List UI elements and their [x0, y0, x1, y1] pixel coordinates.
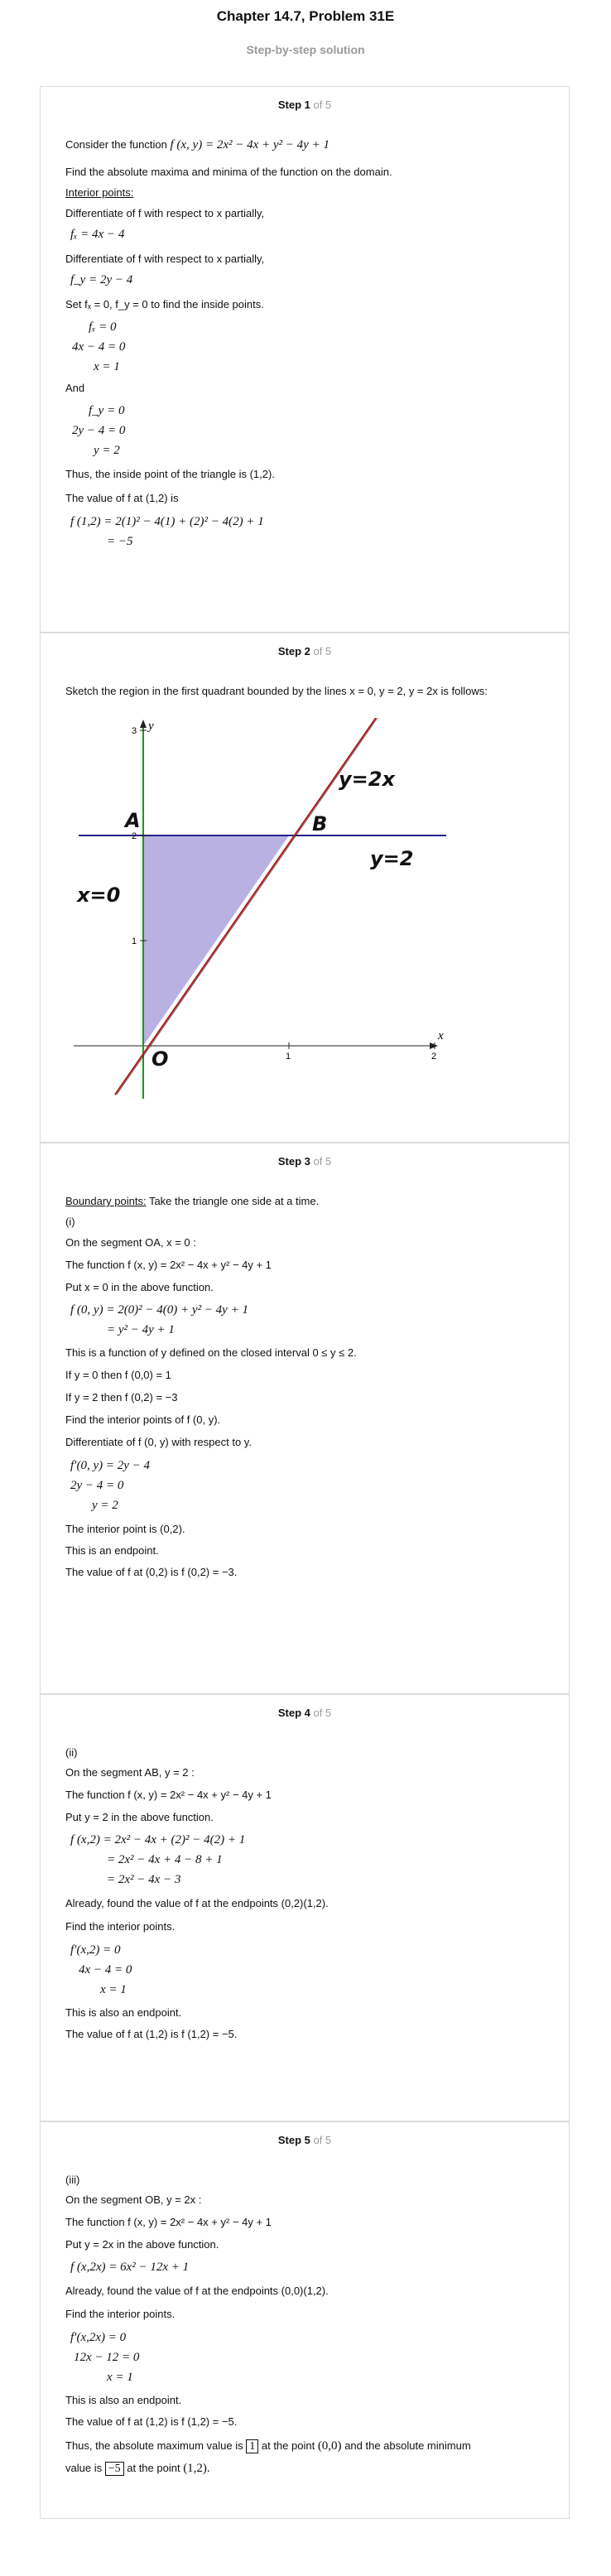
step3-d2: 2y − 4 = 0: [70, 1479, 124, 1492]
step-count: of 5: [310, 99, 332, 111]
step5-endpoint: This is also an endpoint.: [65, 2394, 182, 2406]
step-label: Step 5: [277, 2134, 310, 2146]
tick-label-x2: 2: [431, 1052, 437, 1062]
step4-d3: x = 1: [100, 1983, 127, 1996]
step4-find-int: Find the interior points.: [65, 1920, 176, 1933]
step1-sy1: f_y = 0: [89, 404, 125, 417]
step-count: of 5: [310, 1707, 332, 1719]
point-A-label: A: [125, 809, 141, 832]
text: Thus, the absolute maximum value is: [65, 2439, 243, 2452]
step5-d2: 12x − 12 = 0: [74, 2351, 140, 2364]
step1-diff-y: Differentiate of f with respect to x partially,: [65, 253, 265, 265]
step-count: of 5: [310, 2134, 332, 2146]
step3-find-int: Find the interior points of f (0, y).: [65, 1413, 221, 1426]
text: Consider the function: [65, 138, 167, 151]
step-5-heading: [41, 2134, 569, 2146]
max-point: (0,0): [317, 2439, 342, 2453]
step4-endpoint: This is also an endpoint.: [65, 2006, 182, 2019]
step-3-card: [40, 1143, 570, 1694]
step4-e1: f (x,2) = 2x² − 4x + (2)² − 4(2) + 1: [70, 1833, 246, 1847]
region-graph: [65, 718, 446, 1115]
point-B-label: B: [312, 812, 328, 835]
tick-label-y2: 2: [132, 831, 137, 841]
text: at the point: [127, 2462, 180, 2474]
step-3-heading: [41, 1155, 569, 1168]
text: at the point: [261, 2439, 315, 2452]
point-O-label: O: [152, 1047, 169, 1071]
step3-roman: (i): [65, 1216, 75, 1228]
step5-d3: x = 1: [107, 2371, 133, 2384]
step-5-card: [40, 2121, 570, 2519]
step4-put: Put y = 2 in the above function.: [65, 1811, 214, 1823]
line-y2x-label: y=2x: [339, 768, 395, 791]
tick-label-y3: 3: [132, 726, 137, 736]
step3-put: Put x = 0 in the above function.: [65, 1281, 214, 1293]
step3-boundary: [65, 1195, 319, 1208]
step1-consider: [65, 138, 330, 152]
step1-sx2: 4x − 4 = 0: [72, 340, 126, 354]
step1-find: Find the absolute maxima and minima of the function on the domain.: [65, 166, 392, 178]
step4-already: Already, found the value of f at the endpoints (0,2)(1,2).: [65, 1897, 329, 1909]
step4-value: The value of f at (1,2) is f (1,2) = −5.: [65, 2028, 238, 2040]
step1-sx1: fₓ = 0: [89, 320, 117, 334]
page-subtitle: Step-by-step solution: [246, 43, 365, 56]
shaded-region: [143, 835, 289, 1046]
min-point: (1,2).: [183, 2462, 210, 2475]
step-label: Step 3: [277, 1155, 310, 1168]
step5-already: Already, found the value of f at the endpoints (0,0)(1,2).: [65, 2285, 329, 2297]
line-x0-label: x=0: [77, 884, 121, 907]
min-value-box: −5: [105, 2462, 124, 2476]
text: and the absolute minimum: [344, 2439, 471, 2452]
step-count: of 5: [310, 645, 332, 657]
step1-sy3: y = 2: [94, 444, 120, 457]
step1-sy2: 2y − 4 = 0: [72, 424, 126, 437]
step4-e2: = 2x² − 4x + 4 − 8 + 1: [107, 1853, 223, 1866]
step4-segment: On the segment AB, y = 2 :: [65, 1766, 195, 1779]
step3-segment: On the segment OA, x = 0 :: [65, 1236, 196, 1249]
step3-endpoint: This is an endpoint.: [65, 1544, 159, 1557]
step1-fy: f_y = 2y − 4: [70, 273, 133, 286]
step5-func: The function f (x, y) = 2x² − 4x + y² − 4y + 1: [65, 2216, 272, 2228]
step-4-heading: [41, 1707, 569, 1719]
step5-roman: (iii): [65, 2174, 80, 2186]
step3-interval: This is a function of y defined on the closed interval 0 ≤ y ≤ 2.: [65, 1346, 357, 1359]
step3-e2: = y² − 4y + 1: [107, 1323, 175, 1336]
step3-diff: Differentiate of f (0, y) with respect to y.: [65, 1436, 252, 1448]
step1-eval1: f (1,2) = 2(1)² − 4(1) + (2)² − 4(2) + 1: [70, 515, 264, 528]
y-axis-label: y: [148, 720, 154, 733]
step-count: of 5: [310, 1155, 332, 1168]
step5-value: The value of f at (1,2) is f (1,2) = −5.: [65, 2415, 238, 2428]
step-4-card: [40, 1694, 570, 2121]
max-value-box: 1: [246, 2439, 258, 2453]
step1-value-of: The value of f at (1,2) is: [65, 492, 179, 504]
y-axis-arrow: [140, 720, 147, 728]
math: f (x, y) = 2x² − 4x + y² − 4y + 1: [170, 138, 330, 152]
step3-e1: f (0, y) = 2(0)² − 4(0) + y² − 4y + 1: [70, 1303, 248, 1317]
step-1-heading: [41, 99, 569, 111]
step1-eval2: = −5: [107, 535, 133, 548]
step-1-card: [40, 86, 570, 633]
step1-sx3: x = 1: [94, 360, 120, 373]
step5-put: Put y = 2x in the above function.: [65, 2238, 219, 2251]
step-2-heading: [41, 645, 569, 657]
step3-d1: f′(0, y) = 2y − 4: [70, 1459, 150, 1472]
step5-conclusion-2: [65, 2462, 210, 2476]
line-y2-label: y=2: [370, 847, 414, 870]
step1-fx: fₓ = 4x − 4: [70, 228, 125, 241]
step2-sketch: Sketch the region in the first quadrant bounded by the lines x = 0, y = 2, y = 2x is follows:: [65, 685, 488, 697]
boundary-heading: Boundary points:: [65, 1195, 147, 1207]
step1-thus: Thus, the inside point of the triangle is (1,2).: [65, 468, 275, 480]
step4-d1: f′(x,2) = 0: [70, 1943, 121, 1957]
step5-e1: f (x,2x) = 6x² − 12x + 1: [70, 2261, 190, 2274]
step4-d2: 4x − 4 = 0: [79, 1963, 132, 1977]
tick-label-y1: 1: [132, 937, 137, 946]
step3-func: The function f (x, y) = 2x² − 4x + y² − 4y + 1: [65, 1259, 272, 1271]
step5-conclusion-1: [65, 2439, 471, 2453]
x-axis-label: x: [438, 1029, 444, 1042]
step4-func: The function f (x, y) = 2x² − 4x + y² − 4y + 1: [65, 1789, 272, 1801]
page-title: Chapter 14.7, Problem 31E: [216, 8, 395, 24]
step5-find-int: Find the interior points.: [65, 2308, 176, 2320]
step4-roman: (ii): [65, 1746, 78, 1759]
step-label: Step 1: [277, 99, 310, 111]
step1-set: Set fₓ = 0, f_y = 0 to find the inside points.: [65, 298, 264, 311]
step5-segment: On the segment OB, y = 2x :: [65, 2193, 202, 2206]
step3-if0: If y = 0 then f (0,0) = 1: [65, 1369, 171, 1381]
text: Take the triangle one side at a time.: [146, 1195, 320, 1207]
step-label: Step 4: [277, 1707, 310, 1719]
x-axis-arrow: [430, 1042, 438, 1049]
step3-value: The value of f at (0,2) is f (0,2) = −3.: [65, 1566, 238, 1578]
step4-e3: = 2x² − 4x − 3: [107, 1873, 181, 1886]
tick-label-x1: 1: [286, 1052, 291, 1062]
step-label: Step 2: [277, 645, 310, 657]
text: value is: [65, 2462, 103, 2474]
step3-int-pt: The interior point is (0,2).: [65, 1523, 185, 1535]
step5-d1: f′(x,2x) = 0: [70, 2331, 127, 2344]
step-2-card: [40, 633, 570, 1143]
step1-diff-x: Differentiate of f with respect to x partially,: [65, 207, 265, 219]
step1-interior: Interior points:: [65, 186, 134, 199]
step3-if2: If y = 2 then f (0,2) = −3: [65, 1391, 178, 1404]
step1-and: And: [65, 382, 85, 394]
step3-d3: y = 2: [92, 1499, 118, 1512]
